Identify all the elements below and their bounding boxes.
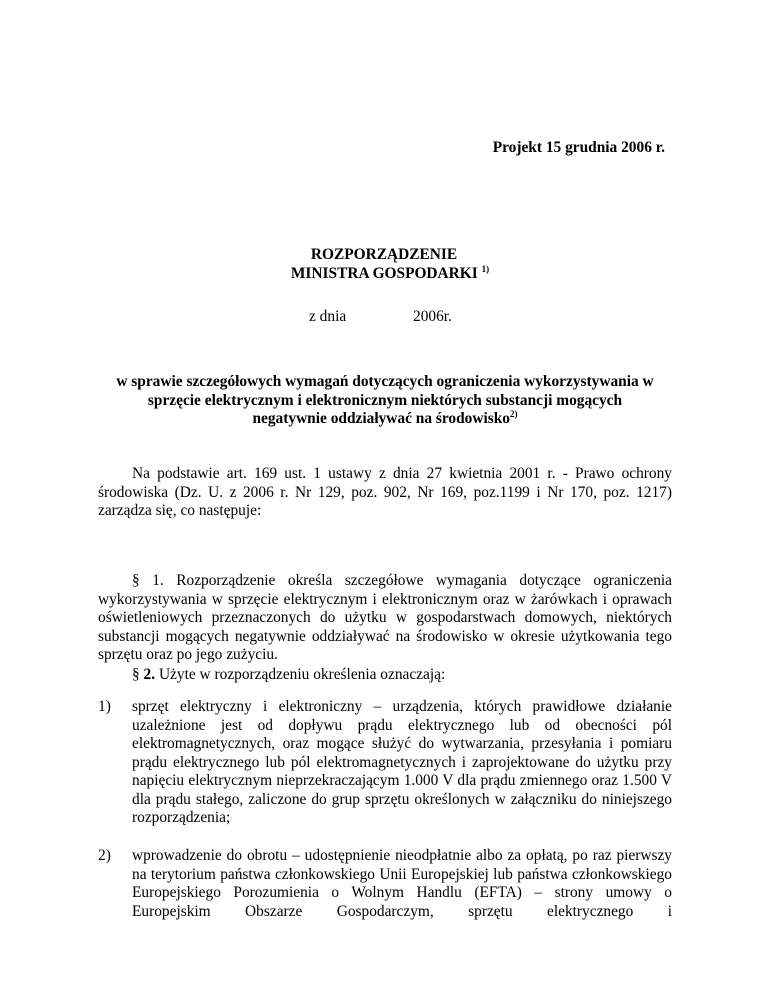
regulation-subject — [110, 373, 660, 429]
regulation-title — [0, 246, 768, 283]
paragraph-1-label: § 1. — [132, 572, 164, 589]
definition-item-2 — [98, 847, 672, 921]
paragraph-2-text: Użyte w rozporządzeniu określenia oznaczają: — [155, 666, 446, 683]
title-minister: MINISTRA GOSPODARKI — [290, 264, 478, 282]
definition-item-1 — [98, 698, 672, 828]
paragraph-1-text: Rozporządzenie określa szczegółowe wymagania dotyczące ograniczenia wykorzystywania w sprzęcie elektrycznym i elektronicznym oraz w żarówkach i oprawach oświetleniowych przeznaczonych do użytku w gospodarstwach domowych, niektórych substancji mogących negatywnie oddziaływać na środowisko w okresie użytkowania tego sprzętu oraz po jego zużyciu. — [98, 572, 673, 663]
title-line-1: ROZPORZĄDZENIE — [310, 246, 458, 263]
paragraph-1 — [98, 572, 672, 665]
definition-text: wprowadzenie do obrotu – udostępnienie nieodpłatnie albo za opłatą, po raz pierwszy na terytorium państwa członkowskiego Unii Europejskiej lub państwa członkowskiego Europejskiego Porozumienia o Wolnym Handlu (EFTA) – strony umowy o Europejskim Obszarze Gospodarczym, sprzętu elektrycznego i — [132, 847, 672, 920]
preamble-text: Na podstawie art. 169 ust. 1 ustawy z dnia 27 kwietnia 2001 r. - Prawo ochrony środowiska (Dz. U. z 2006 r. Nr 129, poz. 902, Nr 169, poz.1199 i Nr 170, poz. 1217) zarządza się, co następuje: — [98, 465, 672, 519]
date-year: 2006r. — [413, 308, 452, 325]
definition-text: sprzęt elektryczny i elektroniczny – urządzenia, których prawidłowe działanie uzależnione jest od dopływu prądu elektrycznego lub od obecności pól elektromagnetycznych, oraz mogące służyć do wytwarzania, przesyłania i pomiaru prądu elektrycznego lub pól elektromagnetycznych i zaprojektowane do użytku przy napięciu elektrycznym nieprzekraczającym 1.000 V dla prądu zmiennego oraz 1.500 V dla prądu stałego, zaliczone do grup sprzętu określonych w załączniku do niniejszego rozporządzenia; — [132, 698, 672, 826]
title-line-2 — [6, 265, 768, 284]
definition-number: 2) — [98, 847, 111, 864]
subject-text: w sprawie szczegółowych wymagań dotyczących ograniczenia wykorzystywania w sprzęcie elektrycznym i elektronicznym niektórych substancji mogących negatywnie oddziaływać na środowisko — [116, 373, 654, 427]
draft-date: Projekt 15 grudnia 2006 r. — [492, 139, 665, 156]
date-prefix: z dnia — [309, 308, 347, 325]
subject-footnote-ref: 2) — [510, 409, 518, 419]
definition-number: 1) — [98, 698, 111, 715]
preamble — [98, 465, 672, 521]
paragraph-2-label-prefix: § — [132, 666, 144, 683]
paragraph-2 — [98, 666, 672, 685]
paragraph-2-label-number: 2. — [143, 666, 156, 683]
title-footnote-ref: 1) — [481, 263, 490, 274]
